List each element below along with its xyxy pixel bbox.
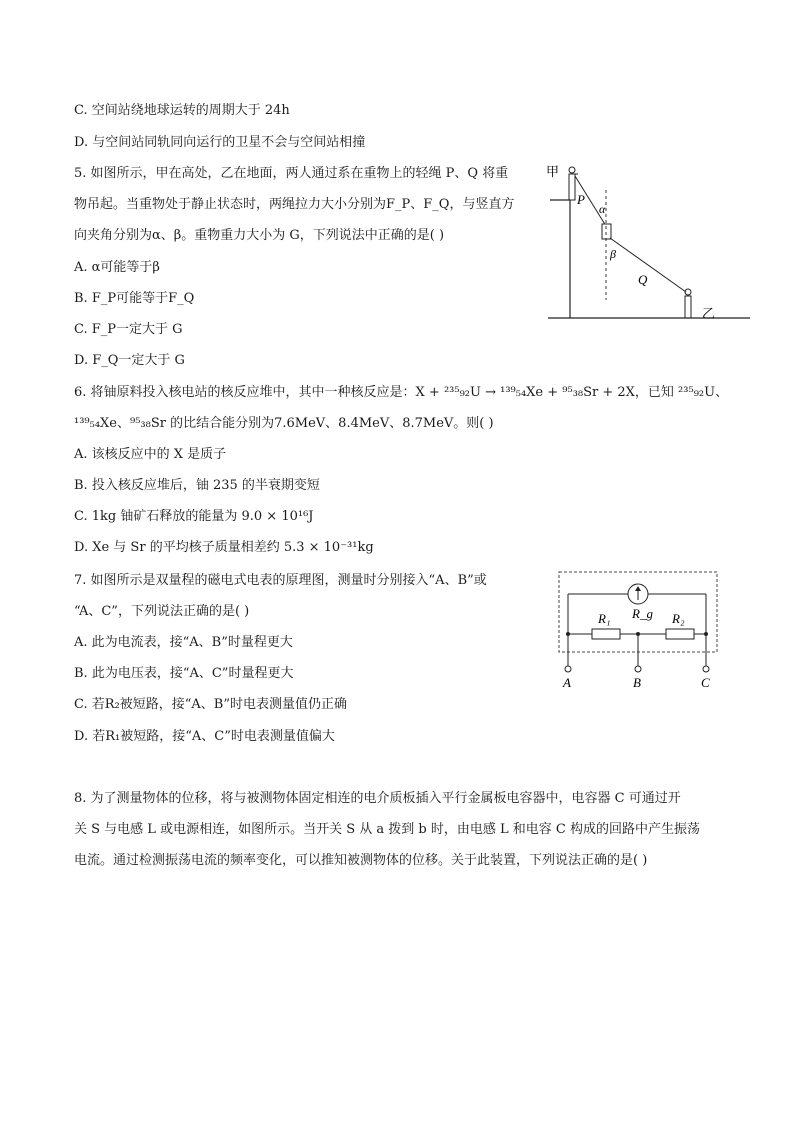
q6-option-d: D. Xe 与 Sr 的平均核子质量相差约 5.3 × 10⁻³¹kg	[74, 540, 374, 555]
q7-option-a: A. 此为电流表，接“A、B”时量程更大	[74, 635, 293, 650]
q7-option-b: B. 此为电压表，接“A、C”时量程更大	[74, 666, 294, 681]
label-c: C	[701, 675, 710, 690]
person-jia-head	[569, 167, 575, 173]
q5-figure	[540, 160, 755, 326]
label-r2: R₂	[672, 611, 685, 626]
resistor-r1	[592, 629, 620, 639]
q7-stem-line1: 7. 如图所示是双量程的磁电式电表的原理图，测量时分别接入“A、B”或	[74, 573, 487, 588]
q7-option-c: C. 若R₂被短路，接“A、B”时电表测量值仍正确	[74, 697, 347, 712]
q6-option-b: B. 投入核反应堆后，铀 235 的半衰期变短	[74, 478, 320, 493]
q6-option-a: A. 该核反应中的 X 是质子	[74, 447, 227, 462]
person-yi-body	[685, 296, 691, 318]
label-b: B	[633, 675, 641, 690]
label-p: P	[577, 192, 585, 207]
q8-stem-line2: 关 S 与电感 L 或电源相连，如图所示。当开关 S 从 a 拨到 b 时，由电感 L 和电容 C 构成的回路中产生振荡	[74, 822, 700, 837]
terminal-c	[703, 666, 709, 672]
q8-stem-line1: 8. 为了测量物体的位移，将与被测物体固定相连的电介质板插入平行金属板电容器中，电容器 C 可通过开	[74, 791, 681, 806]
q5-option-d: D. F_Q一定大于 G	[74, 353, 185, 368]
resistor-r2	[666, 629, 694, 639]
q7-option-d: D. 若R₁被短路，接“A、C”时电表测量值偏大	[74, 729, 335, 744]
q5-stem-line3: 向夹角分别为α、β。重物重力大小为 G，下列说法中正确的是( )	[74, 228, 445, 243]
label-alpha: α	[599, 202, 606, 216]
q5-option-b: B. F_P可能等于F_Q	[74, 291, 195, 306]
q7-circuit-figure	[556, 570, 722, 692]
label-yi: 乙	[702, 306, 716, 321]
q5-stem-line2: 物吊起。当重物处于静止状态时，两绳拉力大小分别为F_P、F_Q，与竖直方	[74, 197, 515, 212]
terminal-a	[565, 666, 571, 672]
label-q: Q	[638, 272, 648, 287]
q6-stem-line1: 6. 将铀原料投入核电站的核反应堆中，其中一种核反应是：X + ²³⁵₉₂U → ¹³⁹₅₄Xe + ⁹⁵₃₈Sr + 2X，已知 ²³⁵₉₂U、	[74, 385, 729, 400]
label-rg: R_g	[632, 606, 653, 621]
q4-option-d: D. 与空间站同轨同向运行的卫星不会与空间站相撞	[74, 135, 366, 150]
q6-option-c: C. 1kg 铀矿石释放的能量为 9.0 × 10¹⁶J	[74, 509, 314, 524]
q5-option-c: C. F_P一定大于 G	[74, 322, 183, 337]
label-beta: β	[610, 247, 616, 261]
rope-q	[610, 238, 686, 292]
q4-option-c: C. 空间站绕地球运转的周期大于 24h	[74, 103, 290, 118]
q6-stem-line2: ¹³⁹₅₄Xe、⁹⁵₃₈Sr 的比结合能分别为7.6MeV、8.4MeV、8.7MeV。则( )	[74, 416, 494, 431]
q7-stem-line2: “A、C”，下列说法正确的是( )	[74, 604, 250, 619]
label-r1: R₁	[598, 611, 611, 626]
label-a: A	[563, 675, 571, 690]
q5-stem-line1: 5. 如图所示，甲在高处，乙在地面，两人通过系在重物上的轻绳 P、Q 将重	[74, 166, 509, 181]
person-jia-body	[569, 174, 575, 200]
label-jia: 甲	[546, 164, 560, 179]
weight-block	[602, 224, 611, 239]
terminal-b	[635, 666, 641, 672]
q5-option-a: A. α可能等于β	[74, 260, 160, 275]
q8-stem-line3: 电流。通过检测振荡电流的频率变化，可以推知被测物体的位移。关于此装置，下列说法正确的是( )	[74, 853, 648, 868]
